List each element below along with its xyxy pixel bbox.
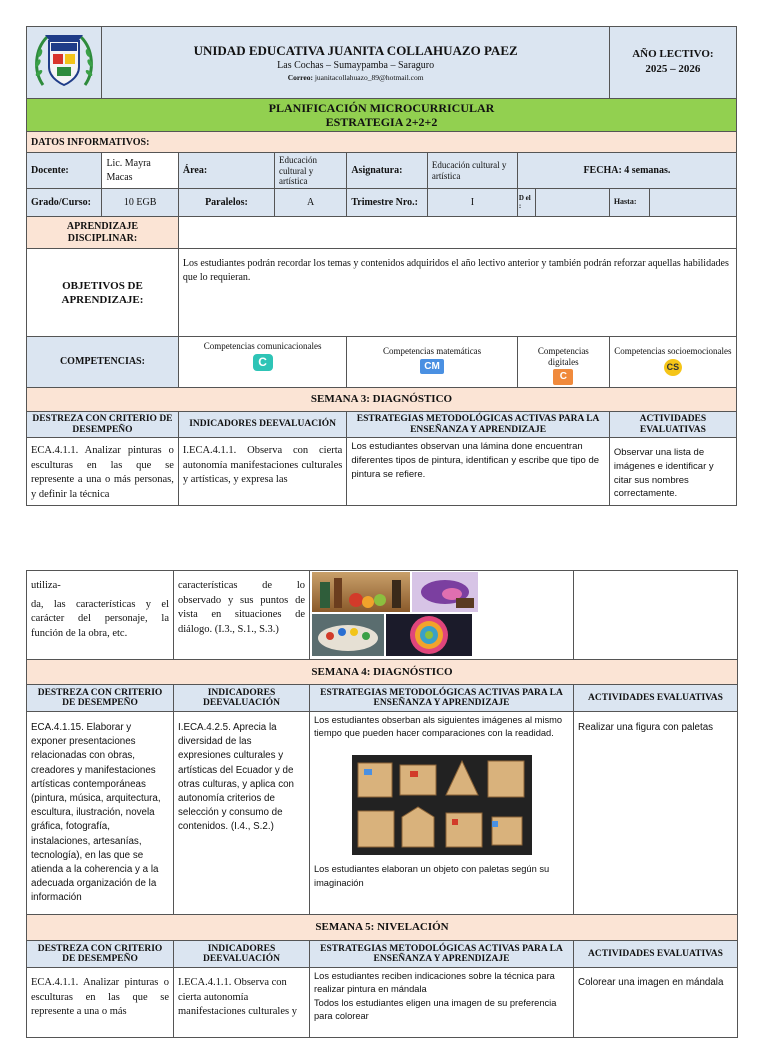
col-estrategias: ESTRATEGIAS METODOLÓGICAS ACTIVAS PARA LA ENSEÑANZA Y APRENDIZAJE bbox=[310, 685, 574, 712]
semana-3-destreza: ECA.4.1.1. Analizar pinturas o esculturas en las que se represente a una o más personas, y definir la técnica bbox=[27, 438, 179, 506]
col-indicadores: INDICADORES DEEVALUACIÓN bbox=[174, 685, 310, 712]
asignatura-label: Asignatura: bbox=[347, 153, 428, 189]
school-logo-cell bbox=[27, 27, 102, 99]
semana-3-actividad: Observar una lista de imágenes e identificar y citar sus nombres correctamente. bbox=[609, 438, 736, 506]
semana-5-destreza: ECA.4.1.1. Analizar pinturas o esculturas en las que se represente a una o más bbox=[27, 968, 174, 1038]
semana-4-estrategia-text: Los estudiantes obserban als siguientes imágenes al mismo tiempo que pueden hacer comparaciones con la readidad. bbox=[314, 715, 563, 739]
painting-still-life-image bbox=[312, 572, 410, 612]
school-header-cell bbox=[102, 27, 609, 99]
semana-5-actividad: Colorear una imagen en mándala bbox=[574, 968, 738, 1038]
semana-3-actividad-cont bbox=[574, 571, 738, 660]
semana-4-title: SEMANA 4: DIAGNÓSTICO bbox=[27, 660, 738, 685]
school-name: UNIDAD EDUCATIVA JUANITA COLLAHUAZO PAEZ bbox=[193, 42, 518, 58]
email-label: Correo: bbox=[287, 72, 313, 82]
area-label: Área: bbox=[178, 153, 274, 189]
trimestre-value: I bbox=[427, 189, 517, 217]
paralelos-label: Paralelos: bbox=[178, 189, 274, 217]
semana-3-images bbox=[310, 571, 574, 660]
semana-3-destreza-cont bbox=[27, 571, 174, 660]
page-2 bbox=[26, 570, 737, 1038]
digital-icon: C bbox=[553, 369, 573, 385]
communication-icon: C bbox=[253, 354, 273, 371]
col-estrategias: ESTRATEGIAS METODOLÓGICAS ACTIVAS PARA LA ENSEÑANZA Y APRENDIZAJE bbox=[310, 941, 574, 968]
semana-3-indicador-cont: características de lo observado y sus puntos de vista en situaciones de diálogo. (I.3., S.1., S.3.) bbox=[174, 571, 310, 660]
page-1 bbox=[26, 26, 737, 506]
painting-palette-image bbox=[312, 614, 384, 656]
school-location: Las Cochas – Sumaypamba – Saraguro bbox=[277, 60, 435, 72]
grado-label: Grado/Curso: bbox=[27, 189, 102, 217]
col-destreza: DESTREZA CON CRITERIO DE DESEMPEÑO bbox=[27, 412, 179, 438]
col-destreza: DESTREZA CON CRITERIO DE DESEMPEÑO bbox=[27, 685, 174, 712]
docente-label: Docente: bbox=[27, 153, 102, 189]
asignatura-value: Educación cultural y artística bbox=[427, 153, 517, 189]
semana-5-title: SEMANA 5: NIVELACIÓN bbox=[27, 915, 738, 941]
paralelo-value: A bbox=[275, 189, 347, 217]
del-label: D el : bbox=[517, 189, 536, 217]
hasta-label: Hasta: bbox=[609, 189, 649, 217]
del-value bbox=[536, 189, 609, 217]
col-estrategias: ESTRATEGIAS METODOLÓGICAS ACTIVAS PARA LA ENSEÑANZA Y APRENDIZAJE bbox=[347, 412, 610, 438]
trimestre-label: Trimestre Nro.: bbox=[347, 189, 428, 217]
destreza-cont-text: da, las características y el carácter del personaje, la función de la obra, etc. bbox=[31, 598, 169, 640]
competencia-label: Competencias socioemocionales bbox=[614, 346, 732, 357]
semana-3-estrategia: Los estudiantes observan una lámina done encuentran diferentes tipos de pintura, identifican y escribe que tipo de pintura se refiere. bbox=[347, 438, 610, 506]
competencia-comunicacional bbox=[178, 337, 346, 388]
area-value: Educación cultural y artística bbox=[275, 153, 347, 189]
objetivos-label: OBJETIVOS DE APRENDIZAJE: bbox=[27, 249, 179, 337]
col-actividades: ACTIVIDADES EVALUATIVAS bbox=[574, 685, 738, 712]
destreza-cont-line: utiliza- bbox=[31, 580, 61, 591]
competencia-socioemocional bbox=[609, 337, 736, 388]
semana-3-title: SEMANA 3: DIAGNÓSTICO bbox=[27, 388, 737, 412]
semana-5-estrategia bbox=[310, 968, 574, 1038]
popsicle-crafts-image bbox=[314, 755, 569, 859]
competencia-digital bbox=[517, 337, 609, 388]
semana-4-estrategia-text-2: Los estudiantes elaboran un objeto con paletas según su imaginación bbox=[314, 864, 550, 888]
hasta-value bbox=[650, 189, 737, 217]
semana-4-actividad: Realizar una figura con paletas bbox=[574, 712, 738, 915]
school-year-cell bbox=[609, 27, 736, 99]
grado-value: 10 EGB bbox=[102, 189, 178, 217]
semana-4-indicador: I.ECA.4.2.5. Aprecia la diversidad de las expresiones culturales y artísticas del Ecuador y de otras culturas, y aplica con autonomía criterios de selección y consumo de contenidos. (I.4., S.2.) bbox=[174, 712, 310, 915]
semana-5-indicador: I.ECA.4.1.1. Observa con cierta autonomía manifestaciones culturales y bbox=[174, 968, 310, 1038]
fecha-value: FECHA: 4 semanas. bbox=[517, 153, 736, 189]
competencia-label: Competencias comunicacionales bbox=[203, 341, 322, 352]
docente-value: Lic. Mayra Macas bbox=[102, 153, 178, 189]
aprendizaje-label: APRENDIZAJE DISCIPLINAR: bbox=[27, 217, 179, 249]
competencia-matematica bbox=[347, 337, 518, 388]
col-actividades: ACTIVIDADES EVALUATIVAS bbox=[574, 941, 738, 968]
school-email: juanitacollahuazo_89@hotmail.com bbox=[314, 72, 424, 82]
competencia-label: Competencias matemáticas bbox=[382, 346, 482, 357]
semana-4-destreza: ECA.4.1.15. Elaborar y exponer presentaciones relacionadas con obras, creadores y manifestaciones artísticas contemporáneas (pintura, música, arquitectura, escultura, ilustración, novela gráfica, fotografía, instalaciones, artesanías, tecnología), en las que se atienda a la coherencia y a la adecuada organización de la información bbox=[27, 712, 174, 915]
math-icon: CM bbox=[420, 359, 444, 374]
datos-informativos: DATOS INFORMATIVOS: bbox=[27, 132, 737, 153]
plan-title-cell bbox=[27, 98, 737, 132]
plan-title: PLANIFICACIÓN MICROCURRICULAR bbox=[268, 100, 495, 115]
year-value: 2025 – 2026 bbox=[645, 63, 701, 76]
semana-5-estrategia-text: Los estudiantes reciben indicaciones sobre la técnica para realizar pintura en mándala bbox=[314, 971, 555, 995]
socioemotional-icon: CS bbox=[664, 359, 682, 376]
aprendizaje-value bbox=[178, 217, 736, 249]
year-label: AÑO LECTIVO: bbox=[632, 48, 714, 61]
semana-5-estrategia-text-2: Todos los estudiantes eligen una imagen de su preferencia para colorear bbox=[314, 997, 557, 1022]
painting-abstract-image bbox=[412, 572, 478, 612]
school-crest-icon bbox=[29, 27, 99, 93]
col-indicadores: INDICADORES DEEVALUACIÓN bbox=[174, 941, 310, 968]
painting-mandala-image bbox=[386, 614, 472, 656]
objetivos-value: Los estudiantes podrán recordar los temas y contenidos adquiridos el año lectivo anterior y también podrán reforzar aquellas habilidades que lo requieran. bbox=[178, 249, 736, 337]
header-row bbox=[27, 27, 737, 99]
plan-subtitle: ESTRATEGIA 2+2+2 bbox=[325, 114, 438, 129]
semana-3-indicador: I.ECA.4.1.1. Observa con cierta autonomía manifestaciones culturales y artísticas, y expresa las bbox=[178, 438, 346, 506]
competencia-label: Competencias digitales bbox=[537, 346, 589, 367]
col-destreza: DESTREZA CON CRITERIO DE DESEMPEÑO bbox=[27, 941, 174, 968]
col-indicadores: INDICADORES DEEVALUACIÓN bbox=[178, 412, 346, 438]
competencias-label: COMPETENCIAS: bbox=[27, 337, 179, 388]
semana-4-estrategia bbox=[310, 712, 574, 915]
col-actividades: ACTIVIDADES EVALUATIVAS bbox=[609, 412, 736, 438]
